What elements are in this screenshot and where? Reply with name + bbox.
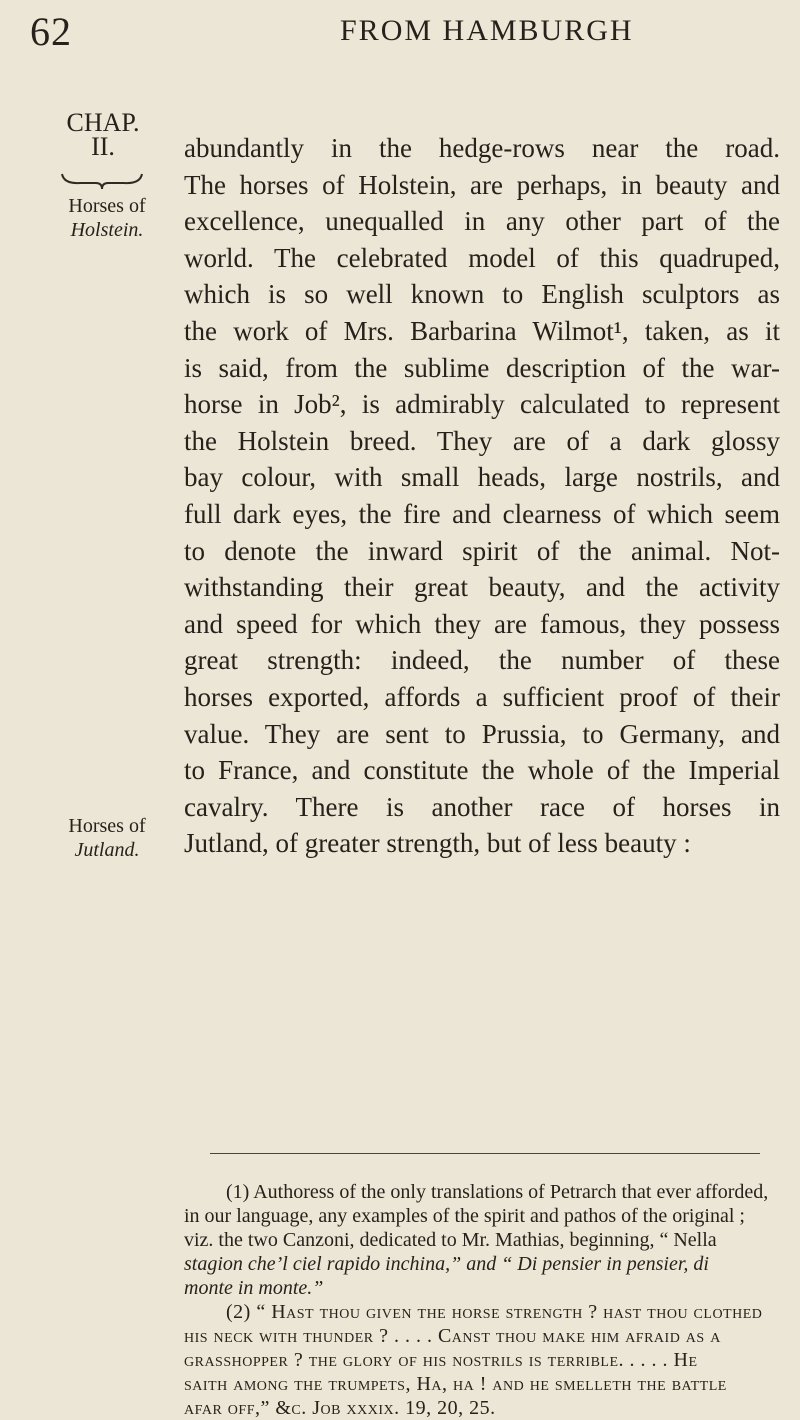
body-text <box>184 130 780 862</box>
margin-note-line: Horses of <box>68 195 146 217</box>
footnote-line: grasshopper ? the glory of his nostrils is terrible. . . . . He <box>184 1349 698 1371</box>
footnote-line: afar off,” &c. Job xxxix. 19, 20, 25. <box>184 1397 496 1419</box>
body-line: is said, from the sublime description of the war- <box>184 352 780 383</box>
body-line: value. They are sent to Prussia, to Germany, and <box>184 718 780 749</box>
chapter-label <box>66 110 140 160</box>
running-head <box>0 8 800 60</box>
margin-note-holstein <box>62 194 152 242</box>
body-line: bay colour, with small heads, large nostrils, and <box>184 462 780 493</box>
chapter-number: II. <box>91 132 115 161</box>
running-title: FROM HAMBURGH <box>340 14 634 47</box>
body-line: withstanding their great beauty, and the activity <box>184 572 780 603</box>
footnote-line: (1) Authoress of the only translations of Petrarch that ever afforded, <box>226 1181 769 1203</box>
body-line: The horses of Holstein, are perhaps, in beauty and <box>184 169 780 200</box>
chapter-word: CHAP. <box>66 108 140 137</box>
footnote-rule <box>210 1153 760 1154</box>
body-line: world. The celebrated model of this quadruped, <box>184 242 780 273</box>
body-line: the Holstein breed. They are of a dark glossy <box>184 425 780 456</box>
body-line: the work of Mrs. Barbarina Wilmot¹, taken, as it <box>184 315 780 346</box>
margin-note-line: Horses of <box>68 815 146 837</box>
footnote-line: saith among the trumpets, Ha, ha ! and he smelleth the battle <box>184 1373 727 1395</box>
body-line: horses exported, affords a sufficient proof of their <box>184 681 780 712</box>
chapter-brace <box>60 172 144 190</box>
footnote-line: monte in monte.” <box>184 1277 324 1299</box>
body-line: abundantly in the hedge-rows near the road. <box>184 133 780 163</box>
body-line: full dark eyes, the fire and clearness of which seem <box>184 498 780 529</box>
footnotes <box>184 1180 784 1420</box>
body-line: cavalry. There is another race of horses in <box>184 791 780 822</box>
footnote-line: stagion che’l ciel rapido inchina,” and “ Di pensier in pensier, di <box>184 1253 709 1275</box>
footnote-line: (2) “ Hast thou given the horse strength ? hast thou clothed <box>226 1301 763 1323</box>
body-line: horse in Job², is admirably calculated to represent <box>184 389 780 420</box>
footnote-line: in our language, any examples of the spirit and pathos of the original ; <box>184 1205 745 1227</box>
margin-note-jutland <box>62 814 152 862</box>
body-line: Jutland, of greater strength, but of less beauty : <box>184 828 691 859</box>
margin-note-line: Jutland. <box>74 839 140 861</box>
body-line: excellence, unequalled in any other part of the <box>184 206 780 237</box>
body-line: which is so well known to English sculptors as <box>184 279 780 310</box>
margin-note-line: Holstein. <box>70 219 144 241</box>
body-line: to France, and constitute the whole of the Imperial <box>184 755 780 786</box>
footnote-line: his neck with thunder ? . . . . Canst thou make him afraid as a <box>184 1325 721 1347</box>
body-line: to denote the inward spirit of the animal. Not- <box>184 535 780 566</box>
page-number: 62 <box>30 9 72 54</box>
body-line: great strength: indeed, the number of these <box>184 645 780 676</box>
footnote-line: viz. the two Canzoni, dedicated to Mr. Mathias, beginning, “ Nella <box>184 1229 717 1251</box>
body-line: and speed for which they are famous, they possess <box>184 608 780 639</box>
